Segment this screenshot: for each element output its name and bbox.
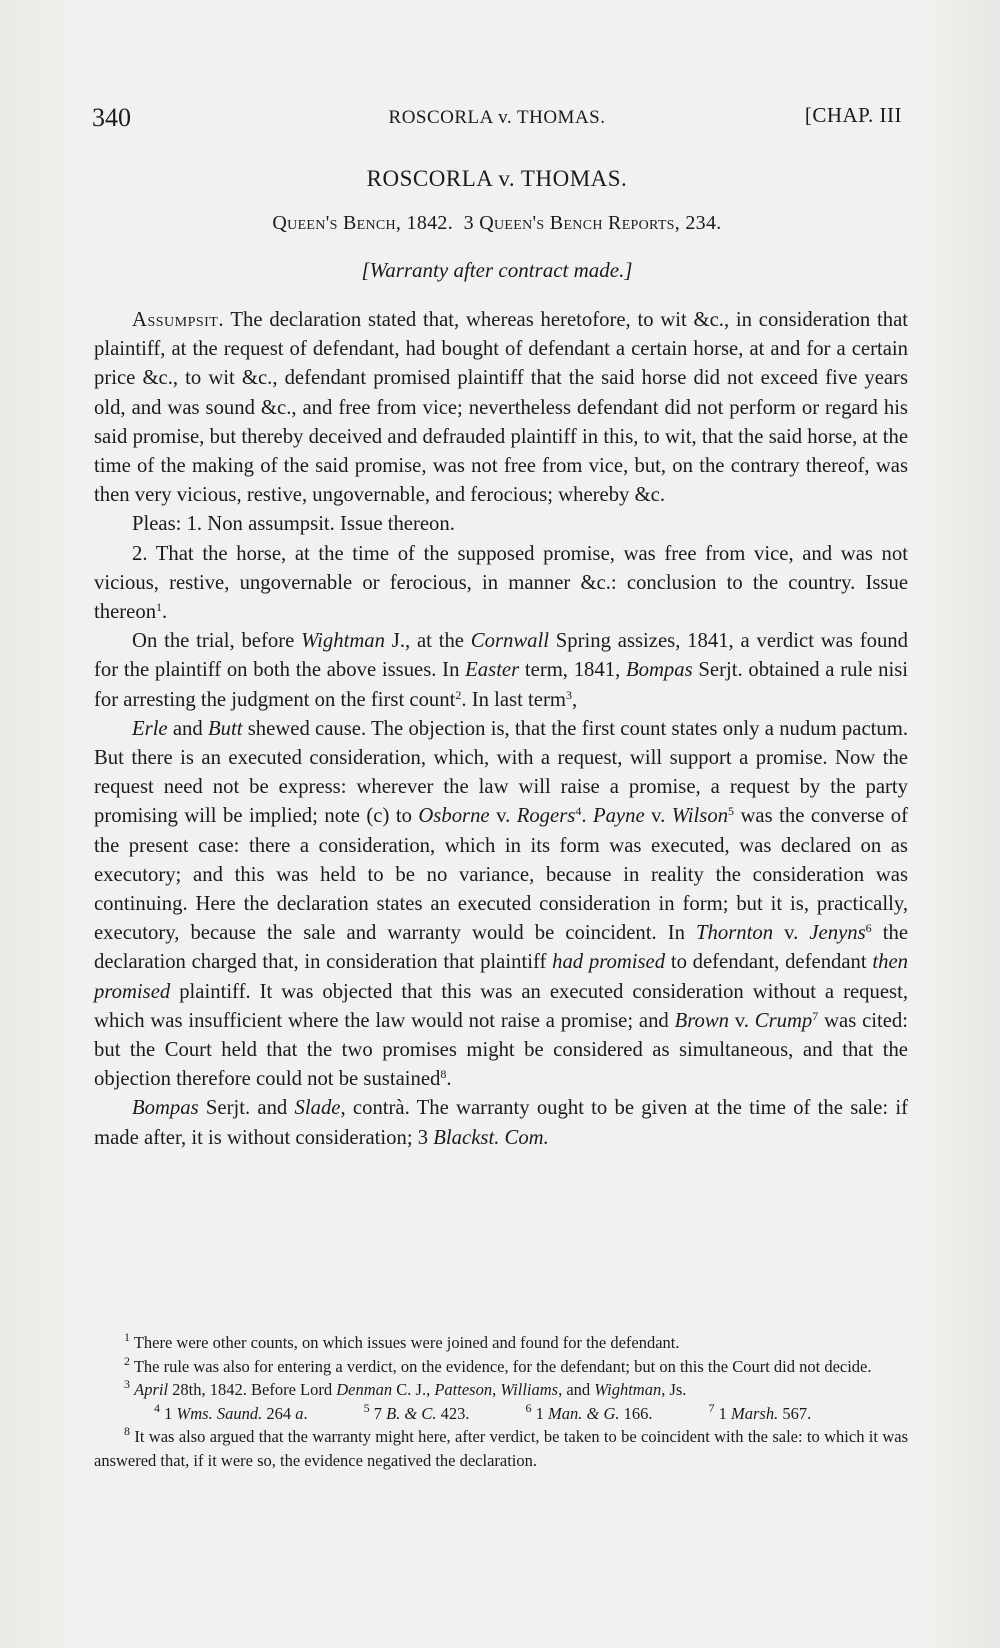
chapter-label: [CHAP. III	[804, 103, 902, 127]
paragraph: Bompas Serjt. and Slade, contrà. The warranty ought to be given at the time of the sale: if made after, it is without consideration; 3 Blackst. Com.	[94, 1097, 908, 1149]
court-name: Queen's Bench, 1842.	[272, 212, 454, 234]
footnote-ref: 7	[812, 1008, 819, 1023]
running-title: ROSCORLA v. THOMAS.	[388, 107, 606, 128]
body-text	[94, 306, 908, 1153]
paragraph: 2. That the horse, at the time of the supposed promise, was free from vice, and was not vicious, restive, ungovernable or ferocious, in manner &c.: conclusion to the country. Issue thereon$^1$.	[94, 542, 908, 624]
footnote-ref: 4	[575, 804, 582, 819]
footnote-ref: 6	[865, 921, 872, 936]
paragraph: On the trial, before Wightman J., at the Cornwall Spring assizes, 1841, a verdict was found for the plaintiff on both the above issues. In Easter term, 1841, Bompas Serjt. obtained a rule nisi for arresting the judgment on the first count$^2$. In last term$^3$,	[94, 630, 908, 711]
footnote-ref: 8	[440, 1067, 447, 1082]
case-title: ROSCORLA v. THOMAS.	[366, 166, 628, 191]
footnote: $^2$ The rule was also for entering a verdict, on the evidence, for the defendant; but on this the Court did not decide.	[124, 1353, 872, 1376]
footnote-ref: 5	[728, 804, 735, 819]
footnote: $^3$ April 28th, 1842. Before Lord Denman C. J., Patteson, Williams, and Wightman, Js.	[124, 1377, 687, 1400]
paragraph: Pleas: 1. Non assumpsit. Issue thereon.	[132, 513, 455, 536]
paragraph: Assumpsit. The declaration stated that, whereas heretofore, to wit &c., in consideration that plaintiff, at the request of defendant, had bought of defendant a certain horse, at and for a certain price &c., to wit &c., defendant promised plaintiff that the said horse did not exceed five years old, and was sound &c., and free from vice; nevertheless defendant did not perform or regard his said promise, but thereby deceived and defrauded plaintiff in this, to wit, that the said horse, at the time of the making of the said promise, was not free from vice, but, on the contrary thereof, was then very vicious, restive, ungovernable, and ferocious; whereby &c.	[94, 309, 908, 507]
footnote: $^4$ 1 Wms. Saund. 264 a. $^5$ 7 B. & C. 423. $^6$ 1 Man. & G. 166. $^7$ 1 Marsh. 567.	[154, 1400, 812, 1423]
footnote-ref: 3	[565, 687, 572, 702]
report-citation: 3 Queen's Bench Reports, 234.	[463, 212, 722, 234]
page-number: 340	[92, 103, 131, 132]
footnote: $^1$ There were other counts, on which issues were joined and found for the defendant.	[124, 1330, 680, 1352]
paragraph: Erle and Butt shewed cause. The objection is, that the first count states only a nudum pactum. But there is an executed consideration, which, with a request, will support a promise. Now the request need not be express: wherever the law will raise a promise, a request by the party promising will be implied; note (c) to Osborne v. Rogers$^4$. Payne v. Wilson$^5$ was the converse of the present case: there a consideration, which in its form was executed, was declared on as executory; and this was held to be no variance, because in reality the consideration was continuing. Here the declaration states an executed consideration in form; but it is, practically, executory, because the sale and warranty would be coincident. In Thornton v. Jenyns$^6$ the declaration charged that, in consideration that plaintiff had promised to defendant, defendant then promised plaintiff. It was objected that this was an executed consideration without a request, which was insufficient where the law would not raise a promise; and Brown v. Crump$^7$ was cited: but the Court held that the two promises might be considered as simultaneous, and that the objection therefore could not be sustained$^8$.	[94, 717, 909, 1091]
footnotes	[94, 1331, 908, 1473]
headnote: [Warranty after contract made.]	[361, 258, 633, 282]
running-head	[92, 103, 902, 137]
case-citation	[92, 212, 902, 235]
footnote-ref: 2	[455, 687, 462, 702]
footnote-ref: 1	[156, 600, 163, 615]
footnote: $^8$ It was also argued that the warranty might here, after verdict, be taken to be coincident with the sale: to which it was answered that, if it were so, the evidence negatived the declaration.	[94, 1424, 908, 1470]
